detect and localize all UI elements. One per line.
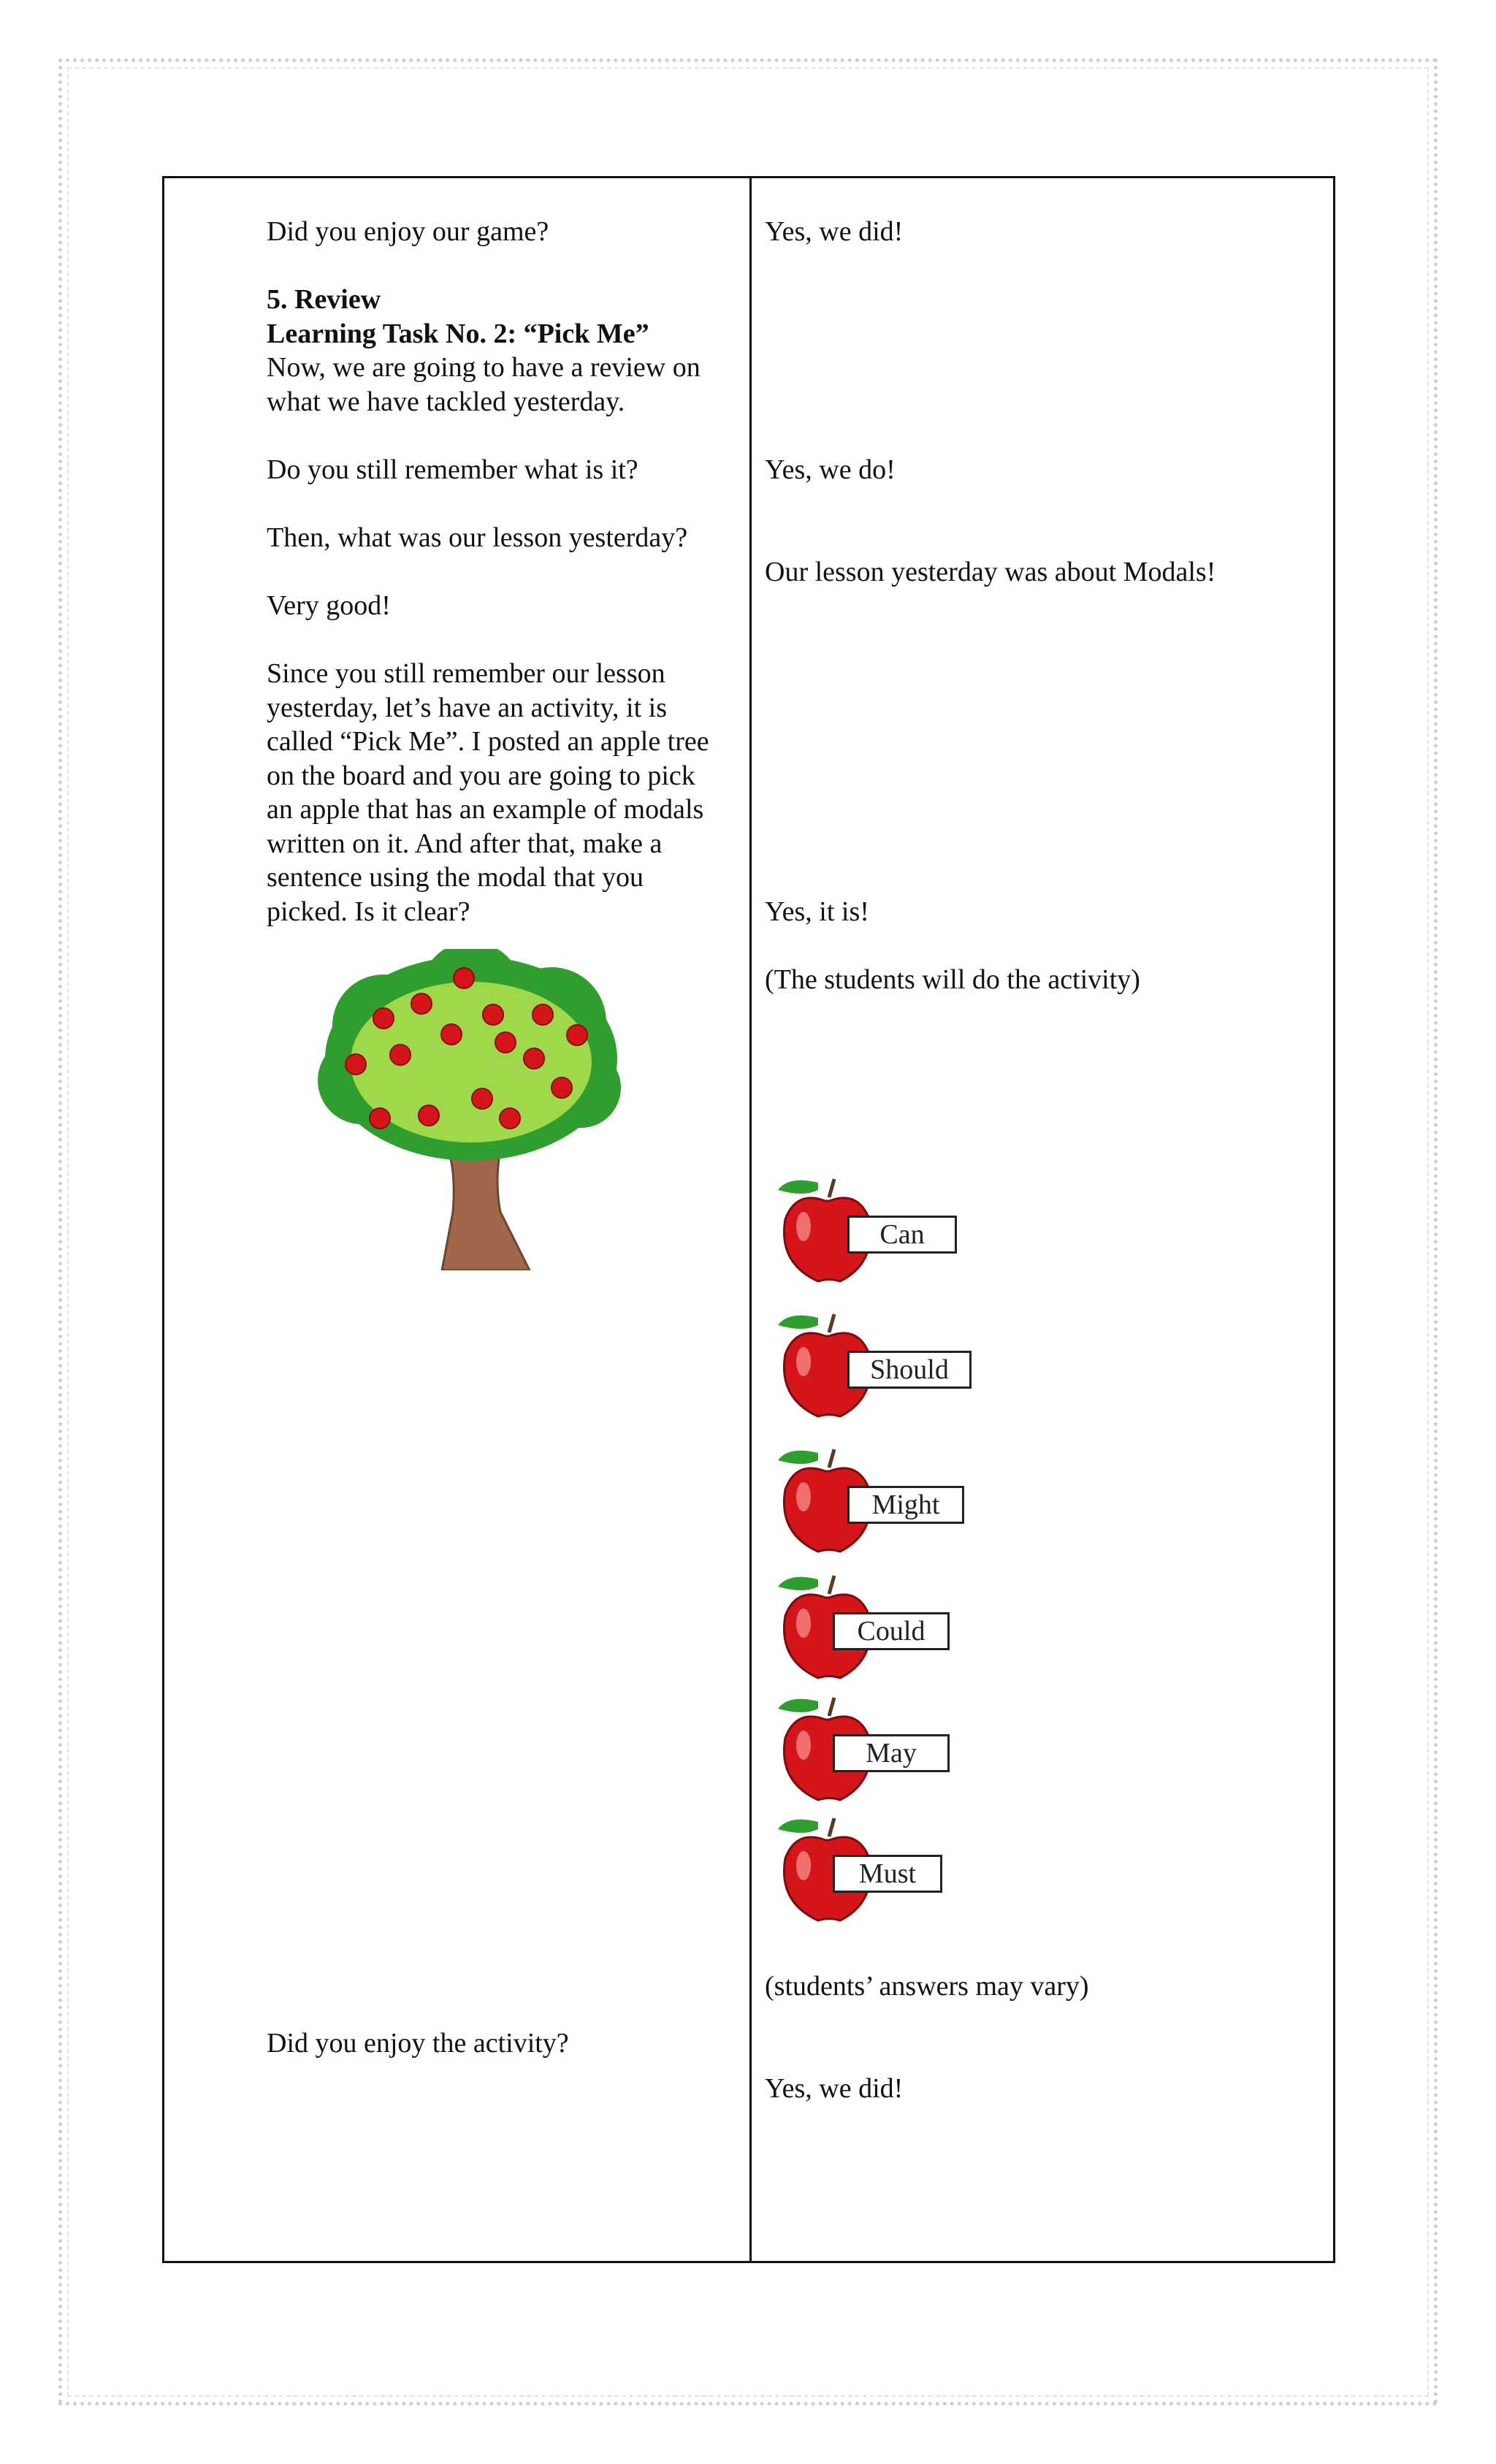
teacher-question-activity: Did you enjoy the activity? [267,2028,569,2059]
instruction-line-8: picked. Is it clear? [267,896,470,927]
instruction-line-4: on the board and you are going to pick [267,760,695,791]
student-answer-game: Yes, we did! [765,216,904,247]
student-do-activity: (The students will do the activity) [765,964,1140,995]
teacher-question-game: Did you enjoy our game? [267,216,549,247]
modal-apple-may [774,1694,964,1804]
student-answer-activity: Yes, we did! [765,2073,904,2104]
instruction-line-1: Since you still remember our lesson [267,658,665,689]
instruction-line-2: yesterday, let’s have an activity, it is [267,693,668,723]
modal-label: May [833,1734,950,1772]
instruction-line-6: written on it. And after that, make a [267,828,663,859]
modal-apple-might [774,1446,964,1555]
modal-apple-must [774,1815,964,1924]
modal-apple-can [774,1175,964,1285]
instruction-line-7: sentence using the modal that you [267,862,644,893]
instruction-line-3: called “Pick Me”. I posted an apple tree [267,726,709,757]
student-answer-clear: Yes, it is! [765,896,869,927]
student-answer-remember: Yes, we do! [765,454,896,485]
modal-label: Can [847,1216,957,1254]
review-intro-line-2: what we have tackled yesterday. [267,386,625,417]
column-divider [749,178,752,2261]
learning-task-title: Learning Task No. 2: “Pick Me” [267,319,649,349]
student-answer-lesson: Our lesson yesterday was about Modals! [765,557,1216,587]
teacher-question-remember: Do you still remember what is it? [267,454,638,485]
modal-apple-could [774,1572,964,1682]
modal-label: Must [833,1855,942,1893]
modal-label: Could [833,1612,950,1650]
modal-label: Might [847,1486,964,1524]
modal-apple-should [774,1311,964,1420]
instruction-line-5: an apple that has an example of modals [267,794,704,825]
section-heading-review: 5. Review [267,284,381,315]
apple-tree-illustration [318,949,625,1270]
teacher-praise: Very good! [267,590,391,621]
teacher-question-lesson: Then, what was our lesson yesterday? [267,522,688,553]
review-intro-line-1: Now, we are going to have a review on [267,352,701,383]
student-answers-vary: (students’ answers may vary) [765,1971,1089,2002]
modal-label: Should [847,1351,972,1389]
lesson-table [162,176,1335,2263]
